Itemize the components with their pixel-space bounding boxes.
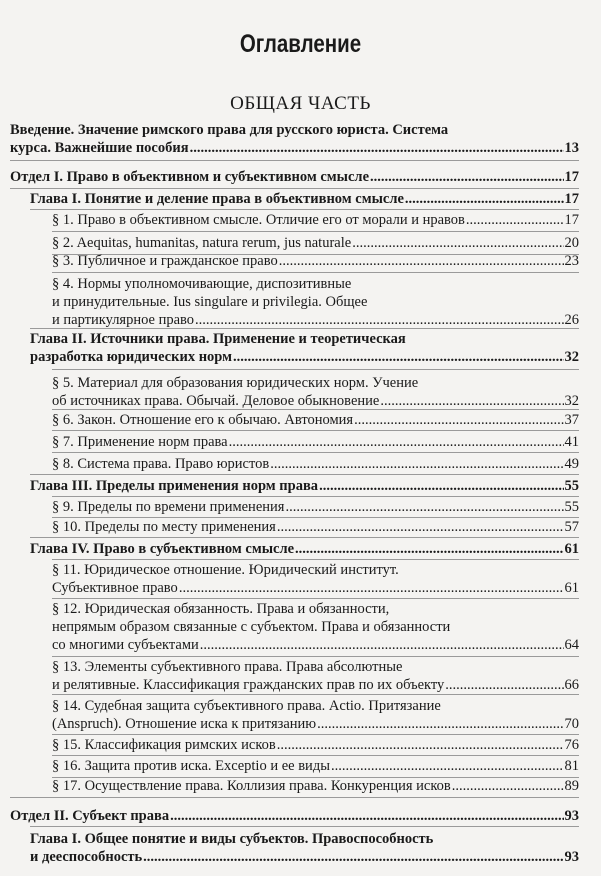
part-heading: ОБЩАЯ ЧАСТЬ	[230, 93, 371, 114]
page-number: 26	[564, 312, 579, 328]
leader-dots	[370, 168, 563, 186]
leader-dots	[285, 498, 563, 516]
separator-rule	[52, 231, 579, 232]
entry-text: § 15. Классификация римских исков	[52, 737, 276, 753]
separator-rule	[10, 188, 579, 189]
toc-entry-s16	[52, 757, 579, 775]
toc-entry-s6	[52, 411, 579, 429]
page-number: 13	[564, 140, 579, 156]
toc-entry-s17	[52, 777, 579, 795]
toc-entry-s15	[52, 736, 579, 754]
entry-text: и дееспособность	[30, 849, 143, 865]
toc-entry-s12	[52, 600, 579, 654]
leader-dots	[352, 234, 563, 252]
entry-text: § 11. Юридическое отношение. Юридический институт.	[52, 562, 399, 578]
page-number: 23	[564, 253, 579, 269]
entry-text: Глава I. Понятие и деление права в объективном смысле	[30, 191, 404, 207]
page-number: 89	[564, 778, 579, 794]
entry-text: Глава I. Общее понятие и виды субъектов. Правоспособность	[30, 831, 434, 847]
entry-text: § 2. Aequitas, humanitas, natura rerum, jus naturale	[52, 235, 352, 251]
toc-entry-glava-4	[30, 540, 579, 558]
toc-entry-glava-3	[30, 477, 579, 495]
page-number: 20	[564, 235, 579, 251]
leader-dots	[380, 392, 563, 410]
entry-text: § 16. Защита против иска. Exceptio и ее виды	[52, 758, 330, 774]
leader-dots	[445, 676, 563, 694]
leader-dots	[190, 139, 564, 157]
entry-text: § 9. Пределы по времени применения	[52, 499, 285, 515]
entry-text: Отдел II. Субъект права	[10, 808, 170, 824]
separator-rule	[52, 409, 579, 410]
entry-text: § 1. Право в объективном смысле. Отличие его от морали и нравов	[52, 212, 465, 228]
separator-rule	[52, 694, 579, 695]
toc-entry-s5	[52, 374, 579, 410]
toc-entry-s4	[52, 275, 579, 329]
entry-text: непрямым образом связанные с субъектом. Права и обязанности	[52, 619, 451, 635]
leader-dots	[279, 252, 564, 270]
leader-dots	[405, 190, 564, 208]
separator-rule	[30, 209, 579, 210]
entry-text: разработка юридических норм	[30, 349, 233, 365]
page-number: 93	[564, 849, 579, 865]
toc-entry-s2	[52, 234, 579, 252]
page-number: 93	[564, 808, 579, 824]
separator-rule	[52, 430, 579, 431]
toc-entry-s3	[52, 252, 579, 270]
page-title: Оглавление	[239, 30, 362, 58]
intro-entry	[10, 139, 579, 157]
leader-dots	[179, 579, 564, 597]
leader-dots	[277, 518, 564, 536]
page-number: 32	[564, 349, 579, 365]
page-number: 37	[564, 412, 579, 428]
leader-dots	[354, 411, 563, 429]
page-number: 70	[564, 716, 579, 732]
page-number: 41	[564, 434, 579, 450]
toc-entry-s10	[52, 518, 579, 536]
leader-dots	[270, 455, 563, 473]
entry-text: и партикулярное право	[52, 312, 195, 328]
toc-entry-s9	[52, 498, 579, 516]
toc-entry-s7	[52, 433, 579, 451]
entry-text: и релятивные. Классификация гражданских прав по их объекту	[52, 677, 445, 693]
intro-line-1: Введение. Значение римского права для русского юриста. Система	[10, 122, 449, 138]
toc-entry-s11	[52, 561, 579, 597]
entry-text: § 17. Осуществление права. Коллизия права. Конкуренция исков	[52, 778, 451, 794]
separator-rule	[52, 452, 579, 453]
separator-rule	[52, 598, 579, 599]
page-number: 55	[564, 499, 579, 515]
separator-rule	[52, 496, 579, 497]
toc-entry-otdel-1	[10, 168, 579, 186]
leader-dots	[200, 636, 564, 654]
entry-text: Субъективное право	[52, 580, 178, 596]
entry-text: § 8. Система права. Право юристов	[52, 456, 270, 472]
page-number: 17	[564, 191, 579, 207]
leader-dots	[317, 715, 563, 733]
leader-dots	[295, 540, 563, 558]
page-number: 61	[564, 580, 579, 596]
entry-text: § 10. Пределы по месту применения	[52, 519, 276, 535]
page-number: 64	[564, 637, 579, 653]
separator-rule	[30, 537, 579, 538]
leader-dots	[466, 211, 564, 229]
entry-text: § 5. Материал для образования юридических норм. Учение	[52, 375, 419, 391]
bleed-through-text	[205, 8, 208, 20]
toc-entry-s1	[52, 211, 579, 229]
entry-text: и принудительные. Ius singulare и privilegia. Общее	[52, 294, 368, 310]
leader-dots	[233, 348, 563, 366]
leader-dots	[229, 433, 564, 451]
entry-text: § 6. Закон. Отношение его к обычаю. Автономия	[52, 412, 354, 428]
toc-entry-glava-2	[30, 330, 579, 366]
entry-text: § 13. Элементы субъективного права. Права абсолютные	[52, 659, 403, 675]
entry-text: Глава III. Пределы применения норм права	[30, 478, 319, 494]
page-number: 32	[564, 393, 579, 409]
separator-rule	[52, 755, 579, 756]
entry-text: § 4. Нормы уполномочивающие, диспозитивные	[52, 276, 352, 292]
page-number: 17	[564, 212, 579, 228]
entry-text: Отдел I. Право в объективном и субъективном смысле	[10, 169, 370, 185]
page-number: 81	[564, 758, 579, 774]
separator-rule	[52, 559, 579, 560]
separator-rule	[30, 826, 579, 827]
toc-entry-glava-2-1	[30, 830, 579, 866]
entry-text: § 14. Судебная защита субъективного права. Actio. Притязание	[52, 698, 441, 714]
page-number: 61	[564, 541, 579, 557]
page-number: 57	[564, 519, 579, 535]
entry-text: Глава II. Источники права. Применение и теоретическая	[30, 331, 406, 347]
separator-rule	[52, 369, 579, 370]
separator-rule	[10, 797, 579, 798]
separator-rule	[52, 656, 579, 657]
leader-dots	[331, 757, 564, 775]
separator-rule	[30, 328, 579, 329]
toc-entry-s8	[52, 455, 579, 473]
page-number: 76	[564, 737, 579, 753]
page-number: 17	[564, 169, 579, 185]
toc-entry-otdel-2	[10, 807, 579, 825]
leader-dots	[143, 848, 563, 866]
page-number: 66	[564, 677, 579, 693]
toc-entry-glava-1	[30, 190, 579, 208]
page-number: 55	[564, 478, 579, 494]
separator-rule	[10, 160, 579, 161]
leader-dots	[452, 777, 564, 795]
entry-text: § 7. Применение норм права	[52, 434, 228, 450]
leader-dots	[195, 311, 563, 329]
intro-line-2: курса. Важнейшие пособия	[10, 140, 189, 156]
separator-rule	[30, 474, 579, 475]
leader-dots	[319, 477, 563, 495]
separator-rule	[52, 734, 579, 735]
entry-text: § 3. Публичное и гражданское право	[52, 253, 278, 269]
leader-dots	[170, 807, 563, 825]
entry-text: § 12. Юридическая обязанность. Права и обязанности,	[52, 601, 390, 617]
separator-rule	[52, 272, 579, 273]
entry-text: со многими субъектами	[52, 637, 199, 653]
leader-dots	[277, 736, 564, 754]
toc-entry-s13	[52, 658, 579, 694]
entry-text: Глава IV. Право в субъективном смысле	[30, 541, 295, 557]
page-number: 49	[564, 456, 579, 472]
entry-text: (Anspruch). Отношение иска к притязанию	[52, 716, 317, 732]
toc-entry-s14	[52, 697, 579, 733]
entry-text: об источниках права. Обычай. Деловое обыкновение	[52, 393, 380, 409]
